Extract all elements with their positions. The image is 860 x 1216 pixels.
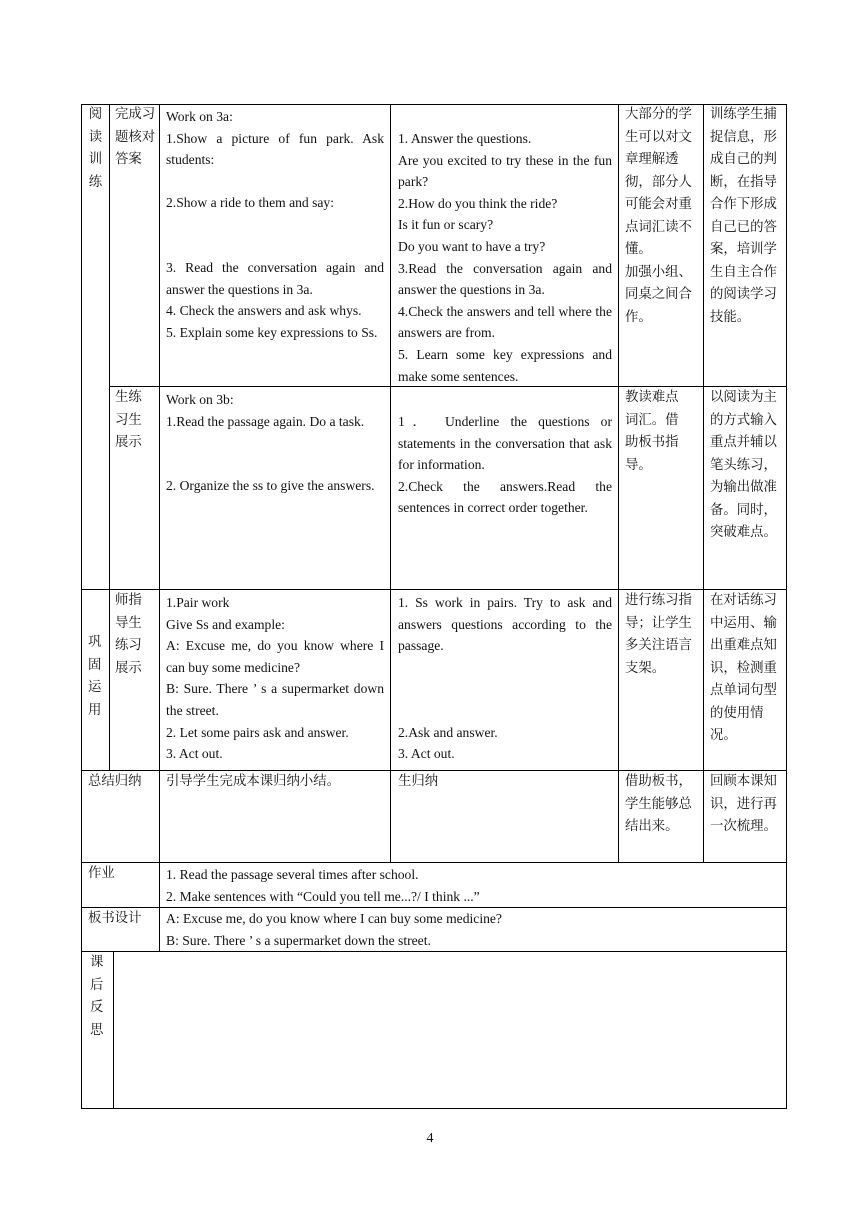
section-practice-label: 巩固运用 [88, 635, 102, 718]
page-number: 4 [426, 1131, 434, 1146]
student-3a-line7: 4.Check the answers and tell where the answers are from. [398, 303, 612, 341]
board-line1: A: Excuse me, do you know where I can buy some medicine? [166, 911, 502, 926]
student-pair-line1: 1. Ss work in pairs. Try to ask and answers questions according to the passage. [398, 595, 612, 654]
teacher-3b-title: Work on 3b: [166, 392, 234, 407]
section-summary-label: 总结归纳 [88, 774, 142, 789]
teacher-activity-3a [166, 106, 384, 344]
teacher-3b-step2: 2. Organize the ss to give the answers. [166, 478, 375, 494]
board-design-content [166, 908, 781, 951]
homework-content [166, 864, 781, 907]
summary-teacher: 引导学生完成本课归纳小结。 [166, 774, 341, 789]
teacher-pair-step2: 2. Let some pairs ask and answer. [166, 724, 349, 740]
homework-label: 作业 [88, 866, 115, 881]
purpose-3a: 训练学生捕捉信息，形成自己的判断，在指导合作下形成自己已的答案，培训学生自主合作的阅读学习技能。 [710, 107, 777, 325]
teacher-pair-step3: 3. Act out. [166, 746, 223, 762]
activity-teacher-guide: 师指导生练习展示 [115, 593, 142, 676]
board-line2: B: Sure. There ’ s a supermarket down the street. [166, 932, 431, 948]
student-activity-3b [398, 411, 612, 519]
student-activity-pairwork [398, 592, 612, 765]
teacher-3a-step2: 2.Show a ride to them and say: [166, 195, 335, 211]
teacher-3a-step1: 1.Show a picture of fun park. Ask students: [166, 130, 384, 168]
student-3a-line6: 3.Read the conversation again and answer the questions in 3a. [398, 260, 612, 298]
teacher-3a-step5: 5. Explain some key expressions to Ss. [166, 324, 378, 340]
assessment-3b: 教读难点词汇。借助板书指导。 [625, 390, 679, 473]
summary-assessment: 借助板书，学生能够总结出来。 [625, 774, 692, 834]
student-3b-line1: 1． Underline the questions or statements in the conversation that ask for information. [398, 414, 612, 473]
assessment-pairwork: 进行练习指导；让学生多关注语言支架。 [625, 593, 692, 676]
homework-line2: 2. Make sentences with “Could you tell me...?/ I think ...” [166, 888, 480, 904]
student-3a-line1: 1. Answer the questions. [398, 131, 532, 146]
purpose-3b: 以阅读为主的方式输入重点并辅以笔头练习，为输出做准备。同时，突破难点。 [710, 390, 777, 540]
student-3b-line2: 2.Check the answers.Read the sentences in correct order together. [398, 478, 612, 516]
homework-line1: 1. Read the passage several times after school. [166, 867, 419, 882]
student-3a-line2: Are you excited to try these in the fun park? [398, 152, 612, 190]
student-pair-line3: 3. Act out. [398, 746, 455, 762]
teacher-pair-step1b: Give Ss and example: [166, 616, 285, 632]
purpose-pairwork: 在对话练习中运用、输出重难点知识，检测重点单词句型的使用情况。 [710, 593, 777, 743]
teacher-3a-step4: 4. Check the answers and ask whys. [166, 303, 362, 319]
teacher-3a-title: Work on 3a: [166, 109, 233, 124]
board-design-label: 板书设计 [88, 911, 142, 926]
reflection-label: 课后反思 [90, 955, 104, 1038]
teacher-3a-step3: 3. Read the conversation again and answer the questions in 3a. [166, 260, 384, 297]
activity-student-practice: 生练习生展示 [115, 390, 142, 450]
section-reading-label [82, 104, 109, 194]
teacher-pair-example-a: A: Excuse me, do you know where I can buy some medicine? [166, 638, 384, 675]
assessment-3a [625, 104, 699, 329]
assessment-3a-text2: 加强小组、同桌之间合作。 [625, 264, 692, 325]
student-3a-line8: 5. Learn some key expressions and make some sentences. [398, 346, 612, 384]
section-reading-text: 阅读训练 [88, 107, 103, 190]
assessment-3a-text: 大部分的学生可以对文章理解透彻，部分人可能会对重点词汇读不懂。 [625, 107, 692, 257]
student-activity-3a [398, 128, 612, 387]
student-pair-line2: 2.Ask and answer. [398, 724, 498, 740]
summary-student: 生归纳 [398, 774, 439, 789]
teacher-pair-step1: 1.Pair work [166, 595, 230, 610]
teacher-activity-pairwork [166, 592, 384, 765]
student-3a-line5: Do you want to have a try? [398, 238, 546, 254]
activity-check-answers: 完成习题核对答案 [115, 107, 156, 167]
teacher-activity-3b [166, 389, 384, 497]
student-3a-line3: 2.How do you think the ride? [398, 195, 558, 211]
teacher-3b-step1: 1.Read the passage again. Do a task. [166, 413, 365, 429]
summary-purpose: 回顾本课知识，进行再一次梳理。 [710, 774, 777, 834]
teacher-pair-example-b: B: Sure. There ’ s a supermarket down the street. [166, 681, 384, 718]
student-3a-line4: Is it fun or scary? [398, 217, 494, 233]
reflection-area [114, 952, 786, 1108]
